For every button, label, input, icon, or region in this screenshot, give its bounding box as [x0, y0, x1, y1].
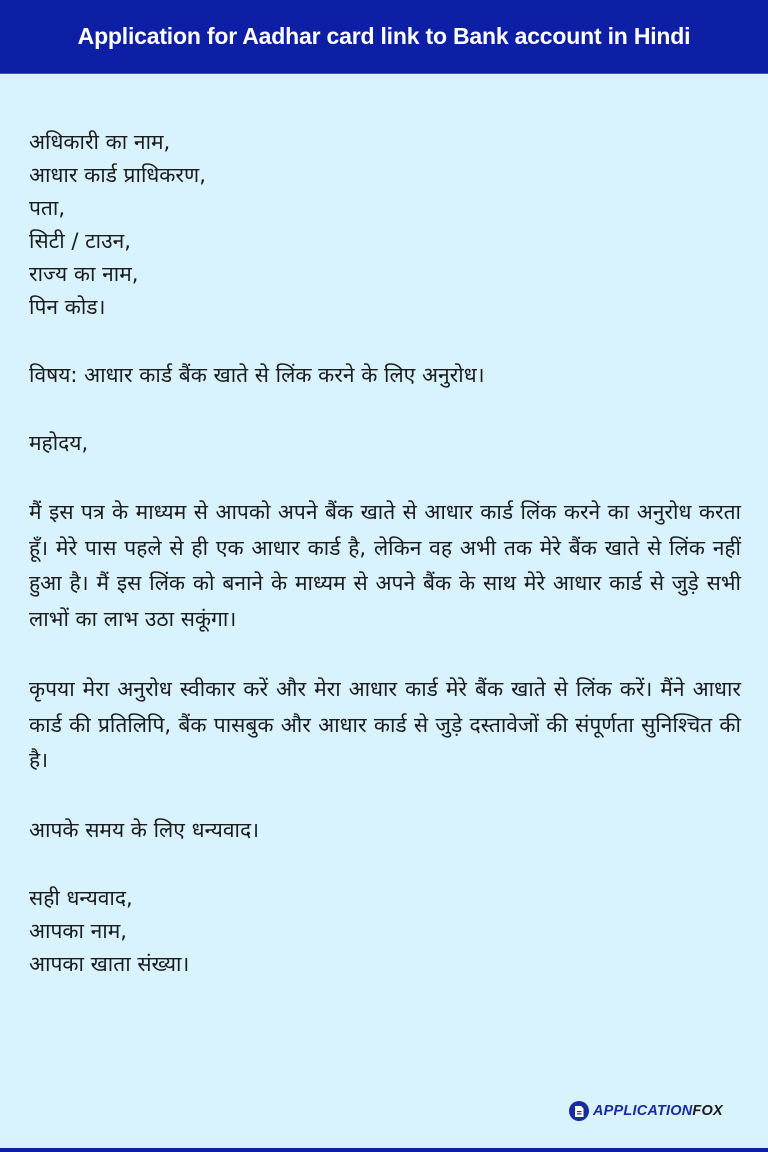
spacer — [29, 460, 741, 495]
address-line: सिटी / टाउन, — [29, 229, 131, 253]
letter-closing — [29, 882, 741, 981]
spacer — [29, 324, 741, 359]
closing-line: आपका नाम, — [29, 918, 127, 943]
spacer — [29, 779, 741, 814]
recipient-address — [29, 126, 741, 324]
closing-line: सही धन्यवाद, — [29, 885, 133, 910]
address-line: आधार कार्ड प्राधिकरण, — [29, 163, 206, 187]
address-line: पता, — [29, 196, 66, 220]
letter-body — [29, 126, 741, 981]
spacer — [29, 847, 741, 882]
document-icon — [569, 1101, 589, 1121]
applicationfox-logo — [569, 1101, 723, 1121]
letter-salutation: महोदय, — [29, 431, 89, 455]
footer-bar — [0, 1148, 768, 1152]
letter-thanks: आपके समय के लिए धन्यवाद। — [29, 817, 260, 842]
letter-subject: विषय: आधार कार्ड बैंक खाते से लिंक करने के लिए अनुरोध। — [29, 363, 485, 387]
letter-paragraph: मैं इस पत्र के माध्यम से आपको अपने बैंक खाते से आधार कार्ड लिंक करने का अनुरोध करता हूँ। मेरे पास पहले से ही एक आधार कार्ड है, लेकिन वह अभी तक मेरे बैंक खाते से लिंक नहीं हुआ है। मैं इस लिंक को बनाने के माध्यम से अपने बैंक के साथ मेरे आधार कार्ड से जुड़े सभी लाभों का लाभ उठा सकूंगा। — [29, 500, 741, 631]
address-line: राज्य का नाम, — [29, 262, 139, 286]
logo-text-part1: APPLICATION — [593, 1103, 693, 1119]
spacer — [29, 637, 741, 672]
page-header — [0, 0, 768, 74]
address-line: अधिकारी का नाम, — [29, 130, 171, 154]
logo-text-part2: FOX — [692, 1103, 723, 1119]
logo-text — [593, 1103, 723, 1119]
address-line: पिन कोड। — [29, 295, 106, 319]
letter-paragraph: कृपया मेरा अनुरोध स्वीकार करें और मेरा आधार कार्ड मेरे बैंक खाते से लिंक करें। मैंने आधार कार्ड की प्रतिलिपि, बैंक पासबुक और आधार कार्ड से जुड़े दस्तावेजों की संपूर्णता सुनिश्चित की है। — [29, 677, 741, 772]
spacer — [29, 392, 741, 427]
closing-line: आपका खाता संख्या। — [29, 951, 190, 976]
page-title: Application for Aadhar card link to Bank account in Hindi — [77, 23, 691, 49]
